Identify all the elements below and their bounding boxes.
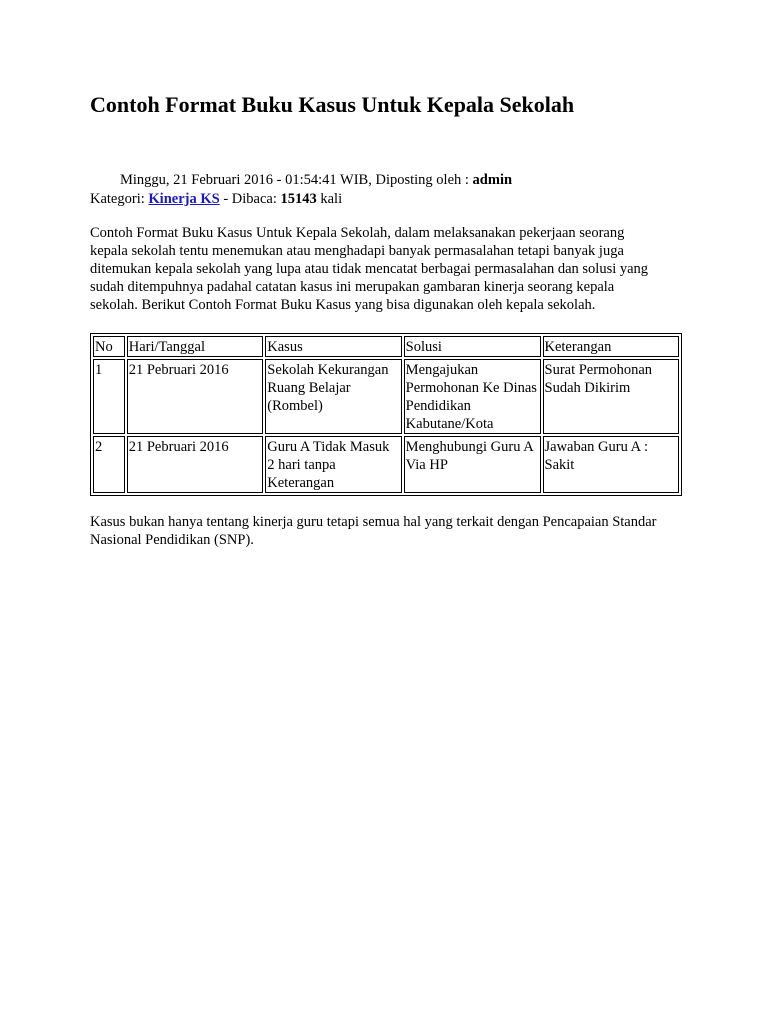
table-header-row bbox=[93, 336, 679, 357]
header-no: No bbox=[93, 336, 125, 357]
views-count: 15143 bbox=[280, 191, 317, 207]
cell-solution: Mengajukan Permohonan Ke Dinas Pendidikan Kabutane/Kota bbox=[404, 359, 541, 434]
case-table bbox=[90, 333, 682, 496]
post-category-line bbox=[90, 190, 512, 209]
page-title: Contoh Format Buku Kasus Untuk Kepala Sekolah bbox=[90, 92, 575, 117]
cell-notes: Surat Permohonan Sudah Dikirim bbox=[543, 359, 680, 434]
post-author: admin bbox=[472, 172, 513, 188]
header-notes: Keterangan bbox=[543, 336, 680, 357]
category-link[interactable]: Kinerja KS bbox=[148, 191, 220, 207]
cell-date: 21 Pebruari 2016 bbox=[127, 359, 264, 434]
views-label: - Dibaca: bbox=[219, 191, 281, 207]
cell-case: Guru A Tidak Masuk 2 hari tanpa Keterangan bbox=[265, 436, 401, 493]
post-date: Minggu, 21 Februari 2016 - 01:54:41 WIB, Diposting oleh : bbox=[120, 172, 473, 188]
intro-paragraph: Contoh Format Buku Kasus Untuk Kepala Sekolah, dalam melaksanakan pekerjaan seorang kepala sekolah tentu menemukan atau menghadapi banyak permasalahan tetapi banyak juga ditemukan kepala sekolah yang lupa atau tidak mencatat berbagai permasalahan dan solusi yang sudah ditempuhnya padahal catatan kasus ini merupakan gambaran kinerja seorang kepala sekolah. Berikut Contoh Format Buku Kasus yang bisa digunakan oleh kepala sekolah. bbox=[90, 225, 649, 313]
table-row bbox=[93, 436, 679, 493]
table-row bbox=[93, 359, 679, 434]
cell-solution: Menghubungi Guru A Via HP bbox=[404, 436, 541, 493]
cell-notes: Jawaban Guru A : Sakit bbox=[543, 436, 680, 493]
category-label: Kategori: bbox=[90, 191, 149, 207]
views-suffix: kali bbox=[316, 191, 343, 207]
closing-paragraph: Kasus bukan hanya tentang kinerja guru tetapi semua hal yang terkait dengan Pencapaian Standar Nasional Pendidikan (SNP). bbox=[90, 514, 657, 548]
post-date-line bbox=[90, 171, 512, 190]
post-meta bbox=[90, 171, 512, 209]
header-date: Hari/Tanggal bbox=[127, 336, 264, 357]
cell-no: 2 bbox=[93, 436, 125, 493]
header-solution: Solusi bbox=[404, 336, 541, 357]
header-case: Kasus bbox=[265, 336, 401, 357]
cell-case: Sekolah Kekurangan Ruang Belajar (Rombel) bbox=[265, 359, 401, 434]
cell-date: 21 Pebruari 2016 bbox=[127, 436, 264, 493]
cell-no: 1 bbox=[93, 359, 125, 434]
